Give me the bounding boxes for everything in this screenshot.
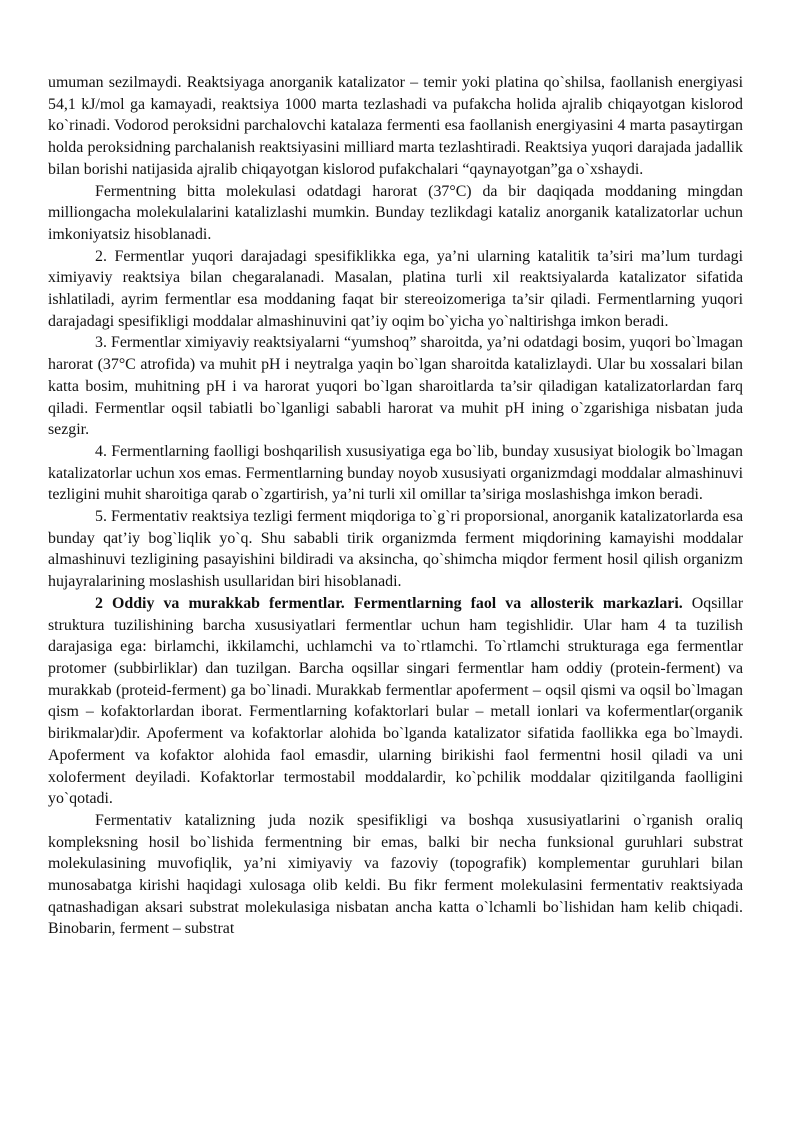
paragraph-continuation: umuman sezilmaydi. Reaktsiyaga anorganik katalizator – temir yoki platina qo`shilsa, faollanish energiyasi 54,1 kJ/mol ga kamayadi, reaktsiya 1000 marta tezlashadi va pufakcha holida ajralib chiqayotgan kislorod ko`rinadi. Vodorod peroksidni parchalovchi katalaza fermenti esa faollanish energiyasini 4 marta pasaytirgan holda peroksidning parchalanish reaktsiyasini milliard marta tezlashtiradi. Reaktsiya yuqori darajada jadallik bilan borishi natijasida ajralib chiqayotgan kislorod pufakchalari “qaynayotgan”ga o`xshaydi.: [48, 74, 743, 178]
paragraph-molecule-rate: Fermentning bitta molekulasi odatdagi harorat (37°C) da bir daqiqada moddaning mingdan milliongacha molekulalarini katalizlashi mumkin. Bunday tezlikdagi kataliz anorganik katalizatorlar uchun imkoniyatsiz hisoblanadi.: [48, 182, 743, 243]
paragraph-point-5: 5. Fermentativ reaktsiya tezligi ferment miqdoriga to`g`ri proporsional, anorganik katalizatorlarda esa bunday qat’iy bog`liqlik yo`q. Shu sababli tirik organizmda ferment miqdorining kamayishi moddalar almashinuvi tezligining pasayishini bildiradi va aksincha, qo`shimcha miqdor ferment hosil qilish organizm hujayralarining moslashish usullaridan biri hisoblanadi.: [48, 508, 743, 591]
section-paragraph: [48, 593, 743, 810]
section-body: Oqsillar struktura tuzilishining barcha xususiyatlari fermentlar uchun ham tegishlidir. Ular ham 4 ta tuzilish darajasiga ega: birlamchi, ikkilamchi, uchlamchi va to`rtlamchi. To`rtlamchi strukturaga ega fermentlar protomer (subbirliklar) dan tuzilgan. Barcha oqsillar singari fermentlar ham oddiy (protein-ferment) va murakkab (proteid-ferment) ga bo`linadi. Murakkab fermentlar apoferment – oqsil qismi va oqsil bo`lmagan qism – kofaktorlardan iborat. Fermentlarning kofaktorlari bular – metall ionlari va kofermentlar(organik birikmalar)dir. Apoferment va kofaktorlar alohida bo`lganda katalizator sifatida faollikka ega bo`lmaydi. Apoferment va kofaktor alohida faol emasdir, ularning birikishi faol fermentni hosil qiladi va uni xoloferment deyiladi. Kofaktorlar termostabil moddalardir, ko`pchilik moddalar qizitilganda faolligini yo`qotadi.: [48, 594, 743, 808]
paragraph-point-4: 4. Fermentlarning faolligi boshqarilish xususiyatiga ega bo`lib, bunday xususiyat biologik bo`lmagan katalizatorlar uchun xos emas. Fermentlarning bunday noyob xususiyati organizmdagi moddalar almashinuvi tezligini muhit sharoitiga qarab o`zgartirish, ya’ni turli xil omillar ta’siriga moslashishga imkon beradi.: [48, 442, 743, 504]
document-page: [48, 72, 743, 940]
paragraph-point-2: 2. Fermentlar yuqori darajadagi spesifiklikka ega, ya’ni ularning katalitik ta’siri ma’lum turdagi ximiyaviy reaktsiya bilan chegaralanadi. Masalan, platina turli xil reaktsiyalarda katalizator sifatida ishlatiladi, ayrim fermentlar esa moddaning faqat bir stereoizomeriga ta’sir qiladi. Fermentlarning yuqori darajadagi spesifikligi moddalar almashinuvini qat’iy oqim bo`yicha yo`naltirishga imkon beradi.: [48, 247, 743, 330]
section-heading: 2 Oddiy va murakkab fermentlar. Fermentlarning faol va allosterik markazlari.: [95, 594, 683, 612]
paragraph-final: Fermentativ katalizning juda nozik spesifikligi va boshqa xususiyatlarini o`rganish oraliq kompleksning hosil bo`lishida fermentning bir emas, balki bir necha funksional guruhlari substrat molekulasining muvofiqlik, ya’ni ximiyaviy va fazoviy (topografik) komplementar guruhlari bilan munosabatga kirishi haqidagi xulosaga olib keldi. Bu fikr ferment molekulasini fermentativ reaktsiyada qatnashadigan aksari substrat molekulasiga nisbatan ancha katta o`lchamli bo`lishidan ham kelib chiqadi. Binobarin, ferment – substrat: [48, 811, 743, 938]
paragraph-point-3: 3. Fermentlar ximiyaviy reaktsiyalarni “yumshoq” sharoitda, ya’ni odatdagi bosim, yuqori bo`lmagan harorat (37°C atrofida) va muhit pH i neytralga yaqin bo`lgan sharoitda katalizlaydi. Ular bu xossalari bilan katta bosim, muhitning pH i va harorat yuqori bo`lgan sharoitlarda ta’sir qiladigan katalizatorlardan farq qiladi. Fermentlar oqsil tabiatli bo`lganligi sababli harorat va muhit pH ining o`zgarishiga nisbatan juda sezgir.: [48, 334, 743, 439]
